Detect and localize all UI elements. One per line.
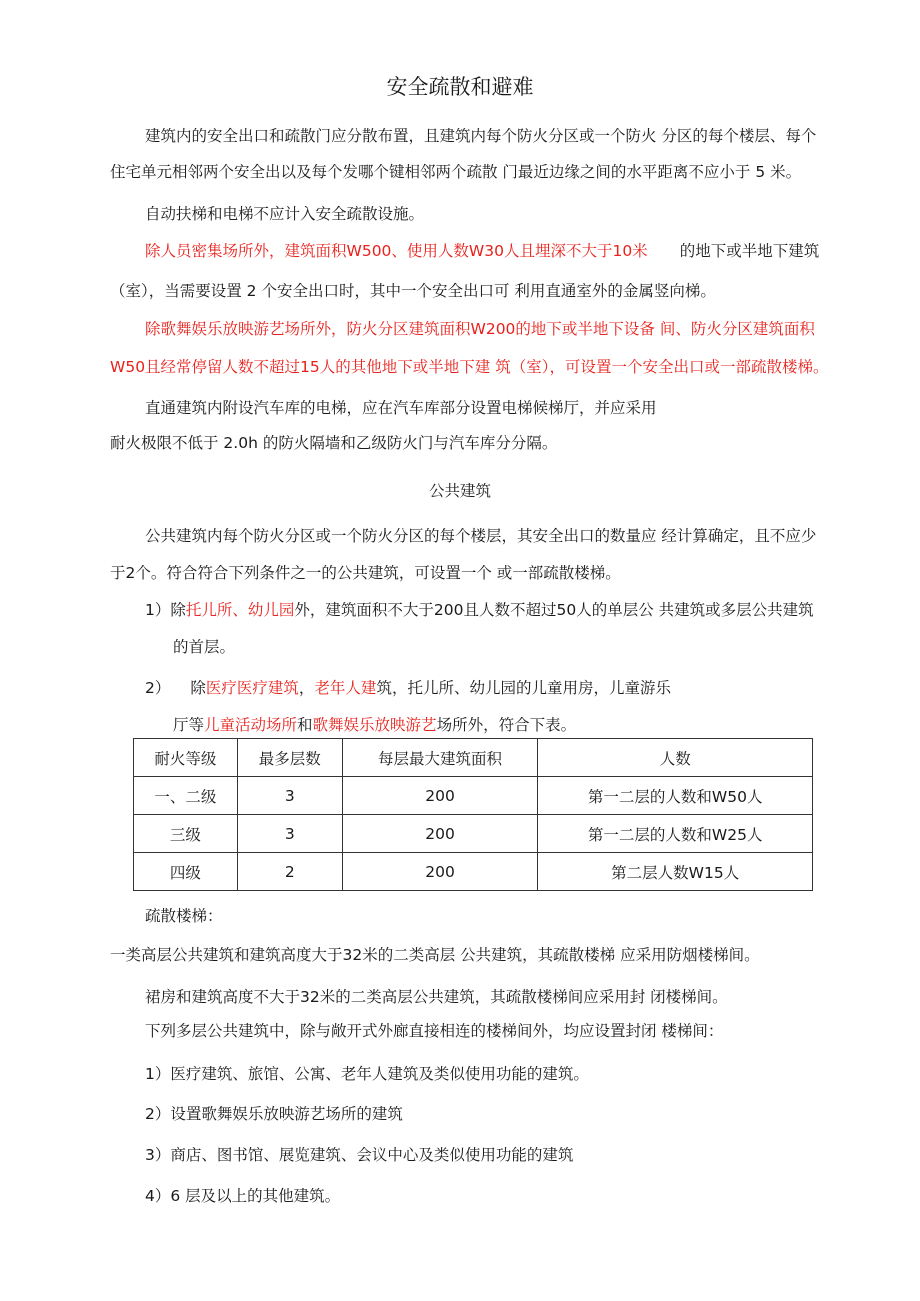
section-title-public-buildings: 公共建筑 — [428, 482, 491, 500]
section-label-stairs: 疏散楼梯： — [145, 907, 223, 925]
table-cell: 三级 — [134, 815, 238, 853]
list-item-1-line-2: 的首层。 — [173, 638, 236, 656]
list-item-1-line-1 — [145, 600, 814, 620]
list-item: 3）商店、图书馆、展览建筑、会议中心及类似使用功能的建筑 — [145, 1146, 574, 1164]
red-highlight-text: 托儿所、幼儿园 — [185, 601, 295, 619]
paragraph-garage-line-2: 耐火极限不低于 2.0h 的防火隔墙和乙级防火门与汽车库分分隔。 — [110, 434, 558, 452]
paragraph-stairs-3: 下列多层公共建筑中，除与敞开式外廊直接相连的楼梯间外，均应设置封闭 楼梯间： — [145, 1022, 724, 1040]
paragraph-basement-line-2: （室），当需要设置 2 个安全出口时，其中一个安全出口可 利用直通室外的金属竖向梯。 — [110, 282, 716, 300]
paragraph-stairs-2: 裙房和建筑高度不大于32米的二类高层公共建筑，其疏散楼梯间应采用封 闭楼梯间。 — [145, 988, 728, 1006]
list-item: 4）6 层及以上的其他建筑。 — [145, 1187, 341, 1205]
table-row — [134, 815, 813, 853]
table-cell: 一、二级 — [134, 777, 238, 815]
list-item-2-number: 2） — [145, 679, 171, 697]
red-highlight-text: 除人员密集场所外，建筑面积W500、使用人数W30人且埋深不大于10米 — [145, 242, 648, 260]
list-item-2-line-2-text: 场所外，符合下表。 — [436, 716, 577, 734]
paragraph-entertainment-line-1: 除歌舞娱乐放映游艺场所外，防火分区建筑面积W200的地下或半地下设备 间、防火分区建筑面积 — [145, 320, 815, 338]
paragraph-entertainment-line-2: W50且经常停留人数不超过15人的其他地下或半地下建 筑（室），可设置一个安全出口或一部疏散楼梯。 — [110, 358, 829, 376]
table-cell: 200 — [342, 815, 538, 853]
table-header-cell: 每层最大建筑面积 — [342, 739, 538, 777]
red-highlight-text: 医疗医疗建筑 — [205, 679, 299, 697]
table-cell: 3 — [237, 777, 342, 815]
list-item-2-conjunction: 和 — [297, 716, 313, 734]
table-cell: 200 — [342, 777, 538, 815]
table-cell: 3 — [237, 815, 342, 853]
list-item-1-text: 外，建筑面积不大于200且人数不超过50人的单层公 共建筑或多层公共建筑 — [294, 601, 814, 619]
list-item-1-prefix: 除 — [170, 601, 186, 619]
list-item: 2）设置歌舞娱乐放映游艺场所的建筑 — [145, 1105, 403, 1123]
table-cell: 第一二层的人数和W25人 — [538, 815, 813, 853]
list-item-2-line-1 — [145, 678, 671, 698]
red-highlight-text: 儿童活动场所 — [204, 716, 298, 734]
paragraph-public-line-1: 公共建筑内每个防火分区或一个防火分区的每个楼层，其安全出口的数量应 经计算确定，且不应少 — [145, 527, 817, 545]
list-item-2-line-2 — [173, 715, 576, 735]
paragraph-stairs-1: 一类高层公共建筑和建筑高度大于32米的二类高层 公共建筑，其疏散楼梯 应采用防烟楼梯间。 — [110, 946, 760, 964]
list-item-1-number: 1） — [145, 601, 171, 619]
table-cell: 第一二层的人数和W50人 — [538, 777, 813, 815]
table-header-row — [134, 739, 813, 777]
paragraph-exits-line-1: 建筑内的安全出口和疏散门应分散布置，且建筑内每个防火分区或一个防火 分区的每个楼层、每个 — [145, 127, 817, 145]
table-cell: 200 — [342, 853, 538, 891]
table-cell: 2 — [237, 853, 342, 891]
paragraph-escalator: 自动扶梯和电梯不应计入安全疏散设施。 — [145, 205, 425, 223]
fire-rating-table — [133, 738, 813, 891]
table-cell: 四级 — [134, 853, 238, 891]
paragraph-exits-line-2: 住宅单元相邻两个安全出以及每个发哪个键相邻两个疏散 门最近边缘之间的水平距离不应小于 5 米。 — [110, 163, 802, 181]
list-item-2-line-2-prefix: 厅等 — [173, 716, 205, 734]
paragraph-basement-tail: 的地下或半地下建筑 — [679, 242, 820, 260]
red-highlight-text: 歌舞娱乐放映游艺 — [312, 716, 437, 734]
table-header-cell: 最多层数 — [237, 739, 342, 777]
list-item-2-separator: ， — [298, 679, 315, 697]
paragraph-garage-line-1: 直通建筑内附设汽车库的电梯，应在汽车库部分设置电梯候梯厅，并应采用 — [145, 399, 657, 417]
paragraph-basement-line-1 — [145, 241, 819, 261]
list-item-2-text: 筑，托儿所、幼儿园的儿童用房，儿童游乐 — [376, 679, 671, 697]
table-cell: 第二层人数W15人 — [538, 853, 813, 891]
table-header-cell: 人数 — [538, 739, 813, 777]
table-header-cell: 耐火等级 — [134, 739, 238, 777]
list-item: 1）医疗建筑、旅馆、公寓、老年人建筑及类似使用功能的建筑。 — [145, 1065, 589, 1083]
table-row — [134, 777, 813, 815]
paragraph-public-line-2: 于2个。符合符合下列条件之一的公共建筑，可设置一个 或一部疏散楼梯。 — [110, 564, 621, 582]
page-title: 安全疏散和避难 — [386, 75, 534, 99]
list-item-2-prefix: 除 — [190, 679, 206, 697]
table-row — [134, 853, 813, 891]
red-highlight-text: 老年人建 — [314, 679, 377, 697]
